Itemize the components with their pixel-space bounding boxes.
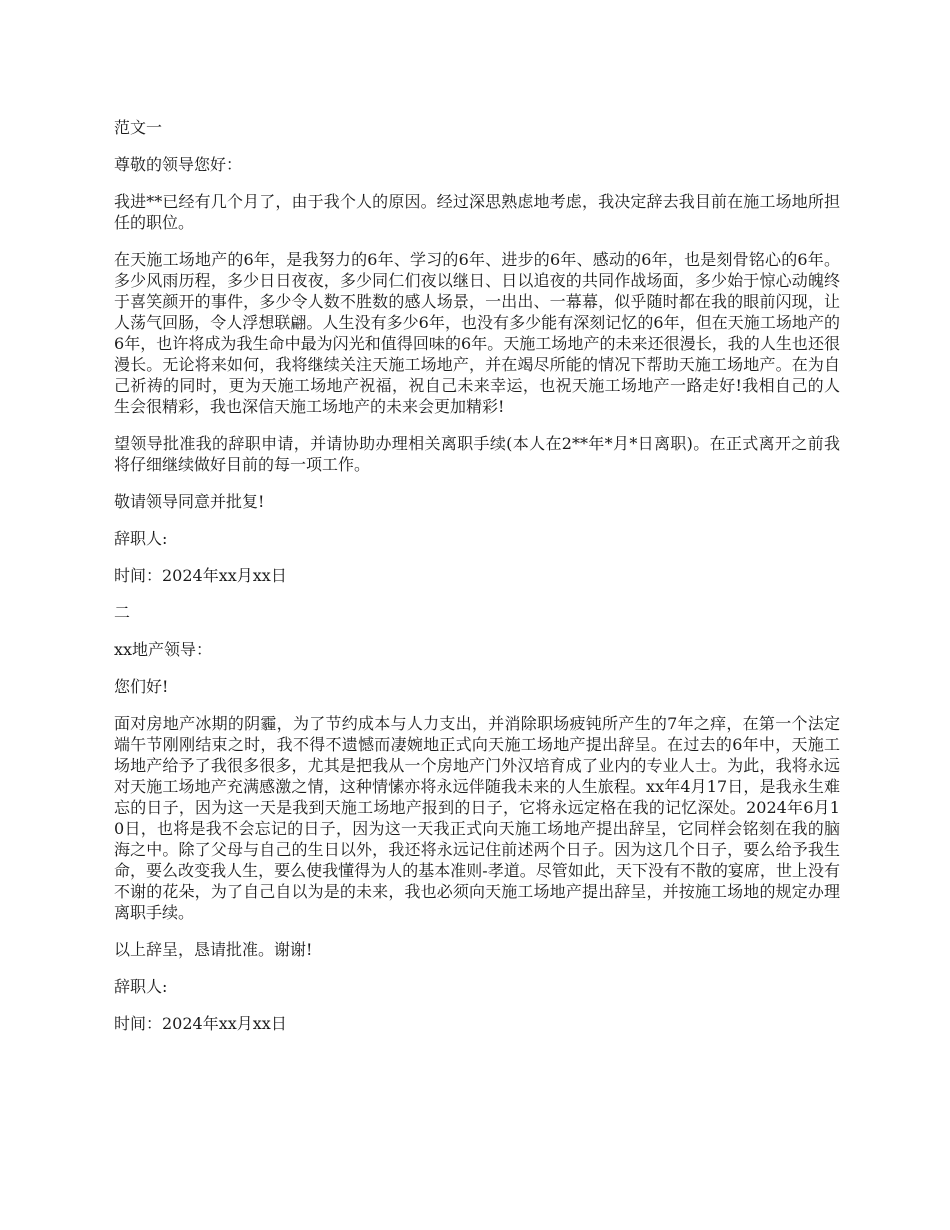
date-line: 时间：2024年xx月xx日 xyxy=(114,566,287,585)
salutation: xx地产领导： xyxy=(114,640,213,659)
greeting: 您们好! xyxy=(114,677,169,696)
signature-line: 辞职人: xyxy=(114,977,168,996)
section-heading: 二 xyxy=(114,603,131,622)
body-paragraph: 在天施工场地产的6年，是我努力的6年、学习的6年、进步的6年、感动的6年，也是刻骨铭心的6年。多少风雨历程，多少日日夜夜，多少同仁们夜以继日、日以追夜的共同作战场面，多少始于惊心动魄终于喜笑颜开的事件，多少令人数不胜数的感人场景，一出出、一幕幕，似乎随时都在我的眼前闪现，让人荡气回肠，令人浮想联翩。人生没有多少6年，也没有多少能有深刻记忆的6年，但在天施工场地产的6年，也许将成为我生命中最为闪光和值得回味的6年。天施工场地产的未来还很漫长，我的人生也还很漫长。无论将来如何，我将继续关注天施工场地产，并在竭尽所能的情况下帮助天施工场地产。在为自己祈祷的同时，更为天施工场地产祝福，祝自己未来幸运，也祝天施工场地产一路走好!我相自己的人生会很精彩，我也深信天施工场地产的未来会更加精彩! xyxy=(114,250,840,416)
body-paragraph: 我进**已经有几个月了，由于我个人的原因。经过深思熟虑地考虑，我决定辞去我目前在施工场地所担任的职位。 xyxy=(114,192,840,232)
signature-line: 辞职人: xyxy=(114,529,168,548)
closing-line: 敬请领导同意并批复! xyxy=(114,492,265,511)
closing-line: 以上辞呈，恳请批准。谢谢! xyxy=(114,940,313,959)
salutation: 尊敬的领导您好： xyxy=(114,155,243,174)
document-heading: 范文一 xyxy=(114,118,163,137)
body-paragraph: 面对房地产冰期的阴霾，为了节约成本与人力支出，并消除职场疲钝所产生的7年之痒，在第一个法定端午节刚刚结束之时，我不得不遗憾而凄婉地正式向天施工场地产提出辞呈。在过去的6年中，天施工场地产给予了我很多很多，尤其是把我从一个房地产门外汉培育成了业内的专业人士。为此，我将永远对天施工场地产充满感激之情，这种情愫亦将永远伴随我未来的人生旅程。xx年4月17日，是我永生难忘的日子，因为这一天是我到天施工场地产报到的日子，它将永远定格在我的记忆深处。2024年6月10日，也将是我不会忘记的日子，因为这一天我正式向天施工场地产提出辞呈，它同样会铭刻在我的脑海之中。除了父母与自己的生日以外，我还将永远记住前述两个日子。因为这几个日子，要么给予我生命，要么改变我人生，要么使我懂得为人的基本准则-孝道。尽管如此，天下没有不散的宴席，世上没有不谢的花朵，为了自己自以为是的未来，我也必须向天施工场地产提出辞呈，并按施工场地的规定办理离职手续。 xyxy=(114,714,840,922)
document-page xyxy=(114,117,840,1050)
body-paragraph: 望领导批准我的辞职申请，并请协助办理相关离职手续(本人在2**年*月*日离职)。在正式离开之前我将仔细继续做好目前的每一项工作。 xyxy=(114,434,840,474)
date-line: 时间：2024年xx月xx日 xyxy=(114,1014,287,1033)
